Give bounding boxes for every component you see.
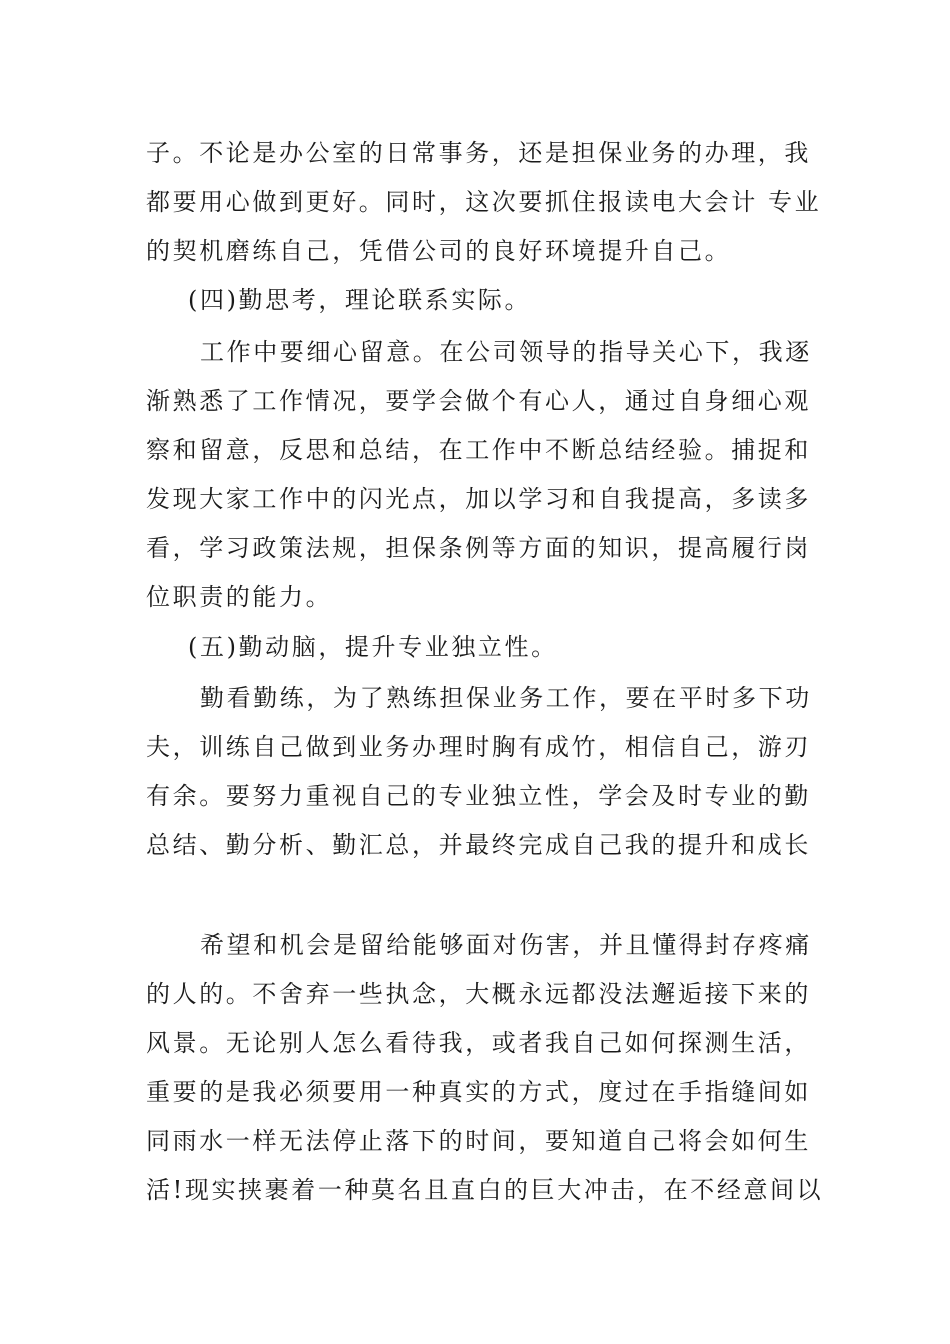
paragraph-first-line: 希望和机会是留给能够面对伤害，并且懂得封存疼痛: [200, 931, 812, 959]
text-line: 的人的。不舍弃一些执念，大概永远都没法邂逅接下来的: [146, 980, 811, 1008]
text-line: 夫，训练自己做到业务办理时胸有成竹，相信自己，游刃: [146, 733, 811, 761]
text-line: 都要用心做到更好。同时，这次要抓住报读电大会计 专业: [146, 188, 822, 216]
text-line: 的契机磨练自己，凭借公司的良好环境提升自己。: [146, 237, 732, 265]
text-line: 位职责的能力。: [146, 583, 333, 611]
text-line: 总结、勤分析、勤汇总，并最终完成自己我的提升和成长: [146, 831, 811, 859]
text-line: 察和留意，反思和总结，在工作中不断总结经验。捕捉和: [146, 436, 811, 464]
text-line: 重要的是我必须要用一种真实的方式，度过在手指缝间如: [146, 1078, 811, 1106]
paragraph-first-line: 勤看勤练，为了熟练担保业务工作，要在平时多下功: [200, 684, 812, 712]
text-line: 同雨水一样无法停止落下的时间，要知道自己将会如何生: [146, 1127, 811, 1155]
text-line: 看，学习政策法规，担保条例等方面的知识，提高履行岗: [146, 534, 811, 562]
paragraph-first-line: 工作中要细心留意。在公司领导的指导关心下，我逐: [200, 338, 812, 366]
text-line: 有余。要努力重视自己的专业独立性，学会及时专业的勤: [146, 782, 811, 810]
section-heading: (四)勤思考，理论联系实际。: [188, 286, 532, 314]
text-line: 渐熟悉了工作情况，要学会做个有心人，通过自身细心观: [146, 387, 811, 415]
text-line: 子。不论是办公室的日常事务，还是担保业务的办理，我: [146, 139, 811, 167]
text-line: 发现大家工作中的闪光点，加以学习和自我提高，多读多: [146, 485, 811, 513]
text-line: 活!现实挟裹着一种莫名且直白的巨大冲击，在不经意间以: [146, 1176, 824, 1204]
text-line: 风景。无论别人怎么看待我，或者我自己如何探测生活，: [146, 1029, 811, 1057]
section-heading: (五)勤动脑，提升专业独立性。: [188, 633, 558, 661]
